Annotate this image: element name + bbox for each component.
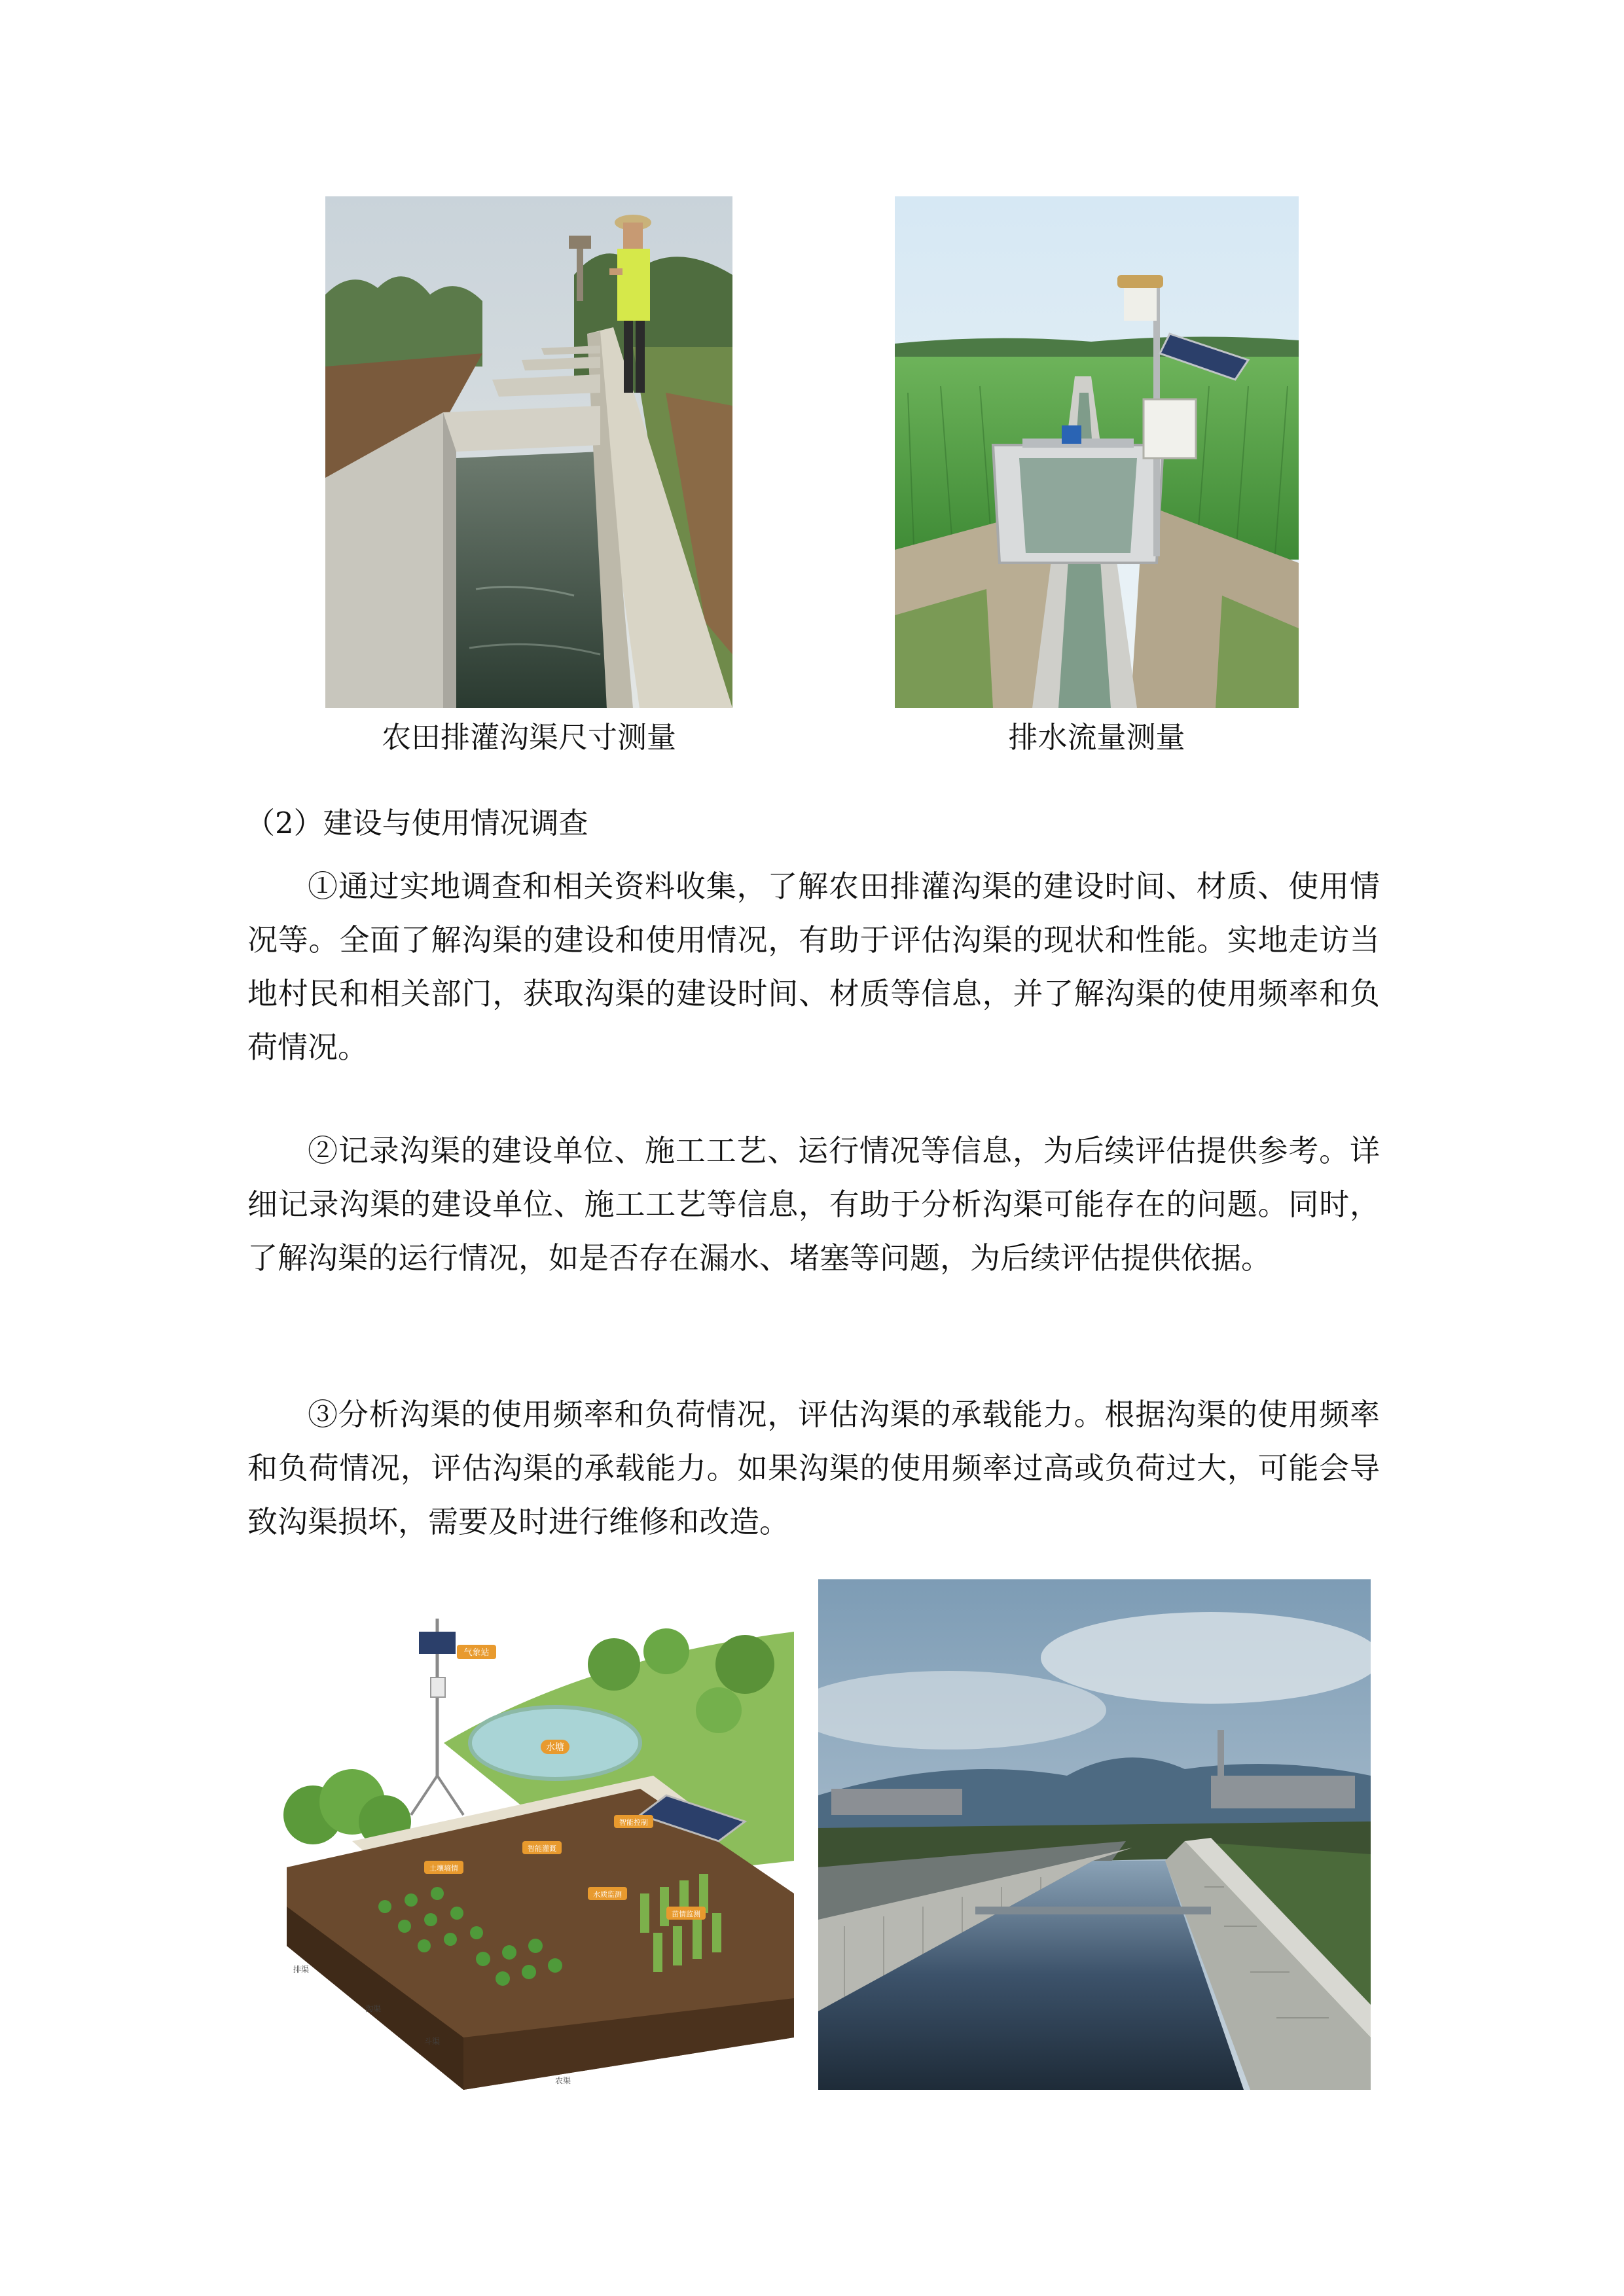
figure-caption-flow-measurement: 排水流量测量 bbox=[1008, 720, 1185, 755]
weather-station-label: 气象站 bbox=[463, 1648, 490, 1658]
soil-moisture-tag: 土壤墒情 bbox=[429, 1864, 458, 1873]
ditch-label-3: 斗渠 bbox=[424, 2037, 441, 2046]
smart-irrigation-diagram bbox=[247, 1579, 794, 2090]
ditch-label-4: 农渠 bbox=[555, 2076, 571, 2085]
paragraph-3: ③分析沟渠的使用频率和负荷情况，评估沟渠的承载能力。根据沟渠的使用频率和负荷情况，评估沟渠的承载能力。如果沟渠的使用频率过高或负荷过大，可能会导致沟渠损坏，需要及时进行维修和改造。 bbox=[247, 1397, 1380, 1539]
paragraph-2: ②记录沟渠的建设单位、施工工艺、运行情况等信息，为后续评估提供参考。详细记录沟渠的建设单位、施工工艺等信息，有助于分析沟渠可能存在的问题。同时，了解沟渠的运行情况，如是否存在漏水、堵塞等问题，为后续评估提供依据。 bbox=[247, 1133, 1380, 1276]
seedling-monitor-tag: 苗情监测 bbox=[672, 1910, 700, 1918]
ditch-label-2: 沟渠 bbox=[365, 2004, 382, 2013]
photo-drainage-flow-measurement bbox=[895, 196, 1299, 708]
smart-irrigation-tag: 智能灌溉 bbox=[528, 1844, 556, 1853]
photo-canal-dimension-measurement bbox=[325, 196, 732, 708]
pond-label: 水塘 bbox=[546, 1742, 564, 1753]
ditch-label-1: 排渠 bbox=[293, 1965, 310, 1974]
water-quality-tag: 水质监测 bbox=[593, 1890, 622, 1899]
paragraph-1: ①通过实地调查和相关资料收集，了解农田排灌沟渠的建设时间、材质、使用情况等。全面了解沟渠的建设和使用情况，有助于评估沟渠的现状和性能。实地走访当地村民和相关部门，获取沟渠的建设时间、材质等信息，并了解沟渠的使用频率和负荷情况。 bbox=[247, 869, 1380, 1065]
figure-caption-canal-measurement: 农田排灌沟渠尺寸测量 bbox=[381, 720, 676, 755]
photo-drainage-canal bbox=[818, 1579, 1371, 2090]
smart-control-tag: 智能控制 bbox=[619, 1818, 648, 1827]
section-heading: （2）建设与使用情况调查 bbox=[245, 806, 588, 840]
